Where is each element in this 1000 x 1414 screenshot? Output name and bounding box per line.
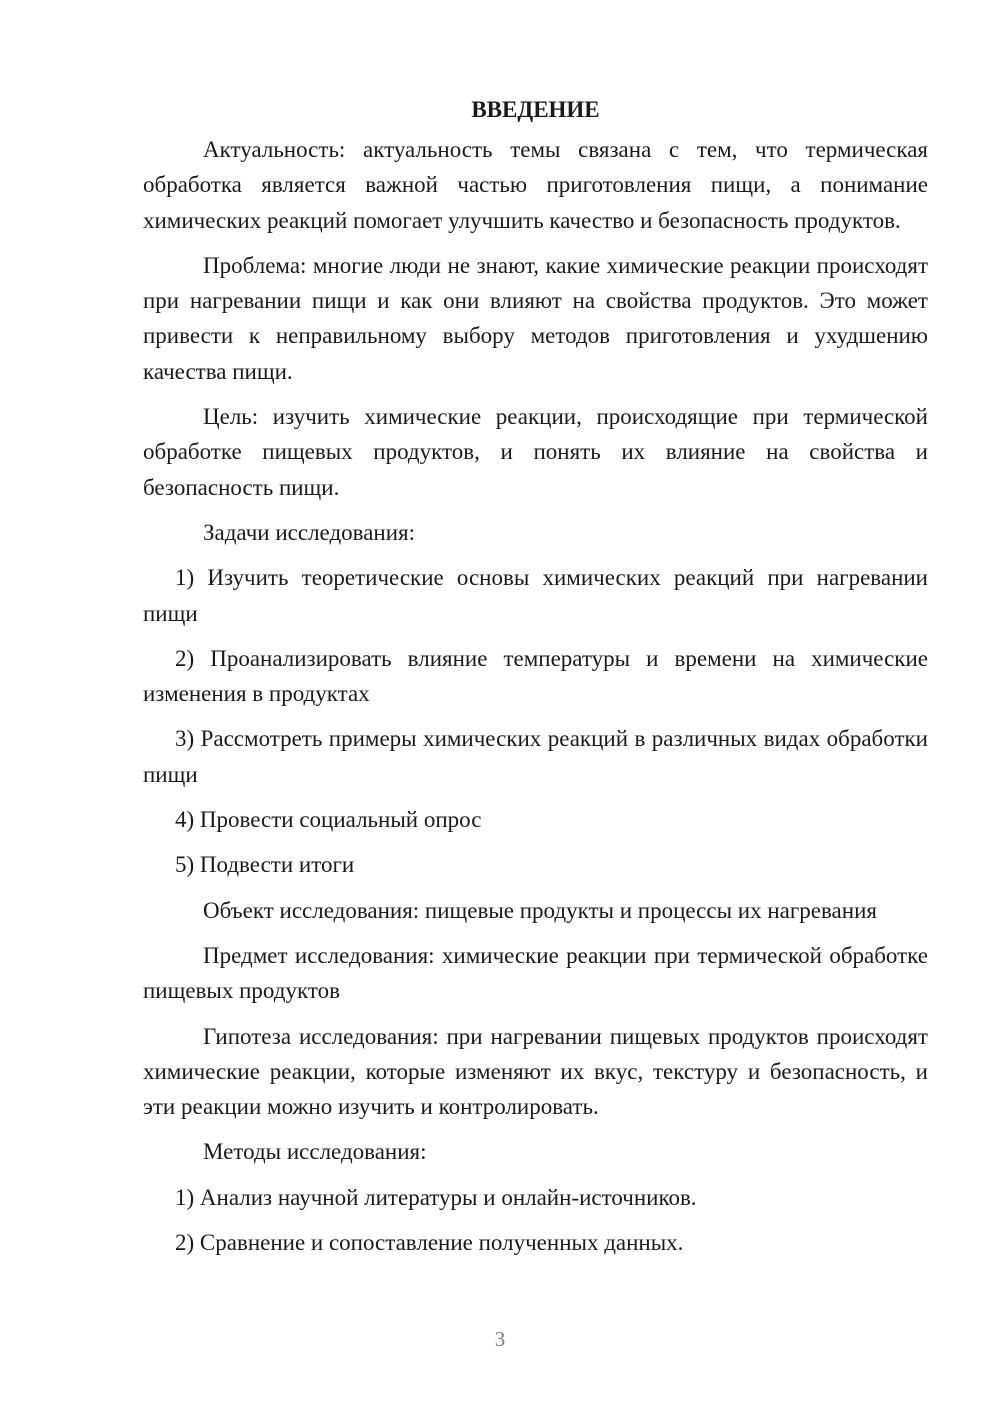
- method-item-1: 1) Анализ научной литературы и онлайн-источников.: [175, 1184, 697, 1210]
- subject-paragraph: Предмет исследования: химические реакции при термической обработке пищевых продуктов: [143, 942, 928, 1004]
- relevance-paragraph: Актуальность: актуальность темы связана с тем, что термическая обработка является важной частью приготовления пищи, а понимание химических реакций помогает улучшить качество и безопасность продуктов.: [143, 137, 928, 233]
- page-number: 3: [494, 1327, 506, 1351]
- object-paragraph: Объект исследования: пищевые продукты и процессы их нагревания: [203, 897, 877, 923]
- methods-title: Методы исследования:: [203, 1139, 427, 1165]
- hypothesis-paragraph: Гипотеза исследования: при нагревании пищевых продуктов происходят химические реакции, которые изменяют их вкус, текстуру и безопасность, и эти реакции можно изучить и контролировать.: [143, 1023, 928, 1120]
- problem-paragraph: Проблема: многие люди не знают, какие химические реакции происходят при нагревании пищи и как они влияют на свойства продуктов. Это может привести к неправильному выбору методов приготовления и ухудшению качества пищи.: [143, 252, 928, 384]
- section-heading: ВВЕДЕНИЕ: [471, 97, 600, 122]
- task-item-1: 1) Изучить теоретические основы химических реакций при нагревании пищи: [143, 565, 928, 626]
- document-page: [143, 92, 928, 1312]
- task-item-2: 2) Проанализировать влияние температуры и времени на химические изменения в продуктах: [143, 645, 928, 707]
- task-item-5: 5) Подвести итоги: [175, 852, 355, 878]
- method-item-2: 2) Сравнение и сопоставление полученных данных.: [175, 1230, 684, 1256]
- task-item-3: 3) Рассмотреть примеры химических реакций в различных видах обработки пищи: [143, 726, 928, 787]
- goal-paragraph: Цель: изучить химические реакции, происходящие при термической обработке пищевых продуктов, и понять их влияние на свойства и безопасность пищи.: [143, 404, 928, 500]
- tasks-title: Задачи исследования:: [203, 519, 416, 545]
- task-item-4: 4) Провести социальный опрос: [175, 807, 482, 833]
